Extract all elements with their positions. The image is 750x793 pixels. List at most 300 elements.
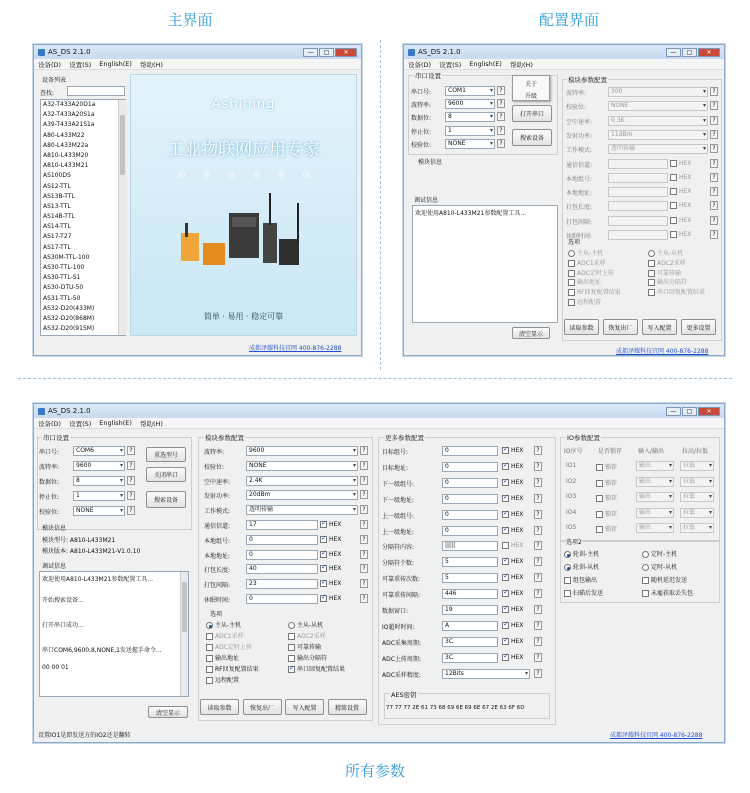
title-bar — [34, 45, 361, 59]
device-list-item[interactable]: A80-L433M22 — [43, 131, 85, 139]
option-checkbox[interactable] — [648, 260, 655, 267]
menu-item[interactable]: 设置(S) — [69, 60, 92, 69]
serial-select[interactable]: 8 ▾ — [73, 476, 125, 486]
param-input[interactable]: 0.3K ▾ — [608, 116, 708, 126]
search-device-button[interactable]: 搜索设备 — [146, 491, 186, 508]
param-label: 休眠时间: — [204, 597, 231, 604]
hex-checkbox[interactable] — [320, 580, 327, 587]
io-lock-checkbox[interactable] — [596, 526, 603, 533]
io-lock-label: 锁存 — [605, 464, 618, 471]
param-input[interactable]: NONE ▾ — [246, 461, 358, 471]
io-row-label: IO1 — [566, 462, 577, 469]
more-param-input[interactable]: 0 — [442, 446, 498, 456]
more-param-input[interactable]: 3C — [442, 637, 498, 647]
param-input[interactable]: 9600 ▾ — [246, 446, 358, 456]
help-icon[interactable]: ? — [360, 476, 368, 485]
help-icon[interactable]: ? — [710, 159, 718, 168]
device-list-item[interactable]: AS32-D20(915M) — [43, 325, 95, 333]
help-icon[interactable]: ? — [534, 541, 542, 550]
option-checkbox[interactable] — [206, 644, 213, 651]
option-label: ADC2采样 — [297, 633, 326, 640]
option-checkbox[interactable] — [288, 655, 295, 662]
param-input[interactable]: 23 — [246, 579, 318, 589]
device-list-item[interactable]: AS100DS — [43, 172, 71, 180]
website-link[interactable]: 成都泽耀科技官网 400-876-2288 — [249, 345, 342, 352]
io-lock-label: 锁存 — [605, 495, 618, 502]
param-label: 本地地址: — [566, 190, 593, 198]
help-icon[interactable]: ? — [534, 589, 542, 598]
hex-checkbox[interactable] — [502, 479, 509, 486]
param-label: 空中速率: — [566, 118, 593, 126]
hex-checkbox[interactable] — [502, 558, 509, 565]
option-checkbox[interactable] — [568, 289, 575, 296]
param-input[interactable]: 透明传输 ▾ — [608, 144, 708, 154]
option-label: RF回复配置结果 — [215, 666, 259, 673]
param-input[interactable]: 17 — [246, 520, 318, 530]
debug-line: 打开串口成功... — [42, 622, 84, 629]
banner-title: 工业物联网应用专家 — [167, 140, 320, 160]
option-checkbox[interactable] — [648, 289, 655, 296]
divider-horizontal — [18, 378, 732, 379]
option-radio[interactable] — [568, 250, 575, 257]
option-checkbox[interactable] — [206, 655, 213, 662]
menu-item[interactable]: 帮助(H) — [139, 60, 163, 69]
device-list-item[interactable]: AS13B-TTL — [43, 192, 75, 200]
help-icon[interactable]: ? — [127, 506, 135, 515]
menu-item[interactable]: 设置(S) — [69, 419, 92, 428]
more-param-label: 可靠重传次数: — [382, 576, 421, 584]
io-lock-label: 锁存 — [605, 510, 618, 518]
option-label: ADC2采样 — [657, 259, 686, 267]
more-param-label: IO超时时间: — [382, 623, 415, 631]
window-title: AS_DS 2.1.0 — [48, 48, 91, 56]
help-icon[interactable]: ? — [534, 621, 542, 630]
help-icon[interactable]: ? — [710, 144, 718, 153]
param-label: 本地组号: — [204, 537, 231, 545]
io-lock-checkbox[interactable] — [596, 511, 603, 518]
param-input[interactable] — [608, 173, 668, 183]
aes-key[interactable]: 77 77 77 2E 61 73 68 69 6E 69 6E 67 2E 63 6F 6D — [386, 705, 525, 711]
param-input[interactable]: NONE ▾ — [608, 101, 708, 111]
menu-item-about[interactable]: 关于 — [525, 81, 538, 88]
maximize-button[interactable]: □ — [682, 48, 697, 57]
hex-checkbox[interactable] — [320, 536, 327, 543]
action-button[interactable]: 更多设置 — [681, 319, 716, 335]
debug-output[interactable]: 欢迎使用A810-L433M21参数配置工具... — [412, 205, 558, 323]
device-list-title: 设备列表 — [42, 77, 67, 84]
help-icon[interactable]: ? — [534, 573, 542, 582]
hex-checkbox[interactable] — [670, 217, 677, 224]
io-direction-select[interactable]: 输出 ▾ — [636, 477, 674, 487]
option-label: 输出地址 — [215, 655, 240, 662]
param-input[interactable]: 0 — [246, 535, 318, 545]
help-icon[interactable]: ? — [710, 116, 718, 125]
minimize-button[interactable]: — — [303, 48, 318, 57]
clear-display-button[interactable]: 清空显示 — [148, 706, 188, 718]
device-list[interactable] — [40, 99, 126, 336]
website-link[interactable]: 成都泽耀科技官网 400-876-2288 — [616, 348, 709, 355]
device-list-scrollbar[interactable] — [118, 100, 126, 335]
hex-label: HEX — [329, 550, 342, 558]
serial-select[interactable]: 9600 ▾ — [445, 99, 495, 109]
option2-radio[interactable] — [564, 551, 571, 558]
link-icon: ◎ — [302, 170, 311, 180]
help-icon[interactable]: ? — [360, 594, 368, 603]
option-checkbox[interactable] — [206, 677, 213, 684]
help-icon[interactable]: ? — [127, 476, 135, 485]
hex-checkbox[interactable] — [320, 595, 327, 602]
website-link[interactable]: 成都泽耀科技官网 400-876-2288 — [610, 732, 703, 739]
help-icon[interactable]: ? — [534, 557, 542, 566]
module-model: 模块型号: A810-L433M21 — [42, 537, 116, 544]
help-icon[interactable]: ? — [710, 216, 718, 225]
param-input[interactable]: 11dBm ▾ — [608, 130, 708, 140]
help-icon[interactable]: ? — [360, 579, 368, 588]
io-lock-label: 锁存 — [605, 479, 618, 487]
help-icon[interactable]: ? — [127, 446, 135, 455]
help-icon[interactable]: ? — [360, 520, 368, 529]
more-param-input[interactable]: 19 — [442, 605, 498, 615]
help-icon[interactable]: ? — [534, 510, 542, 519]
io-direction-select[interactable]: 输出 ▾ — [636, 508, 674, 518]
param-input[interactable] — [608, 216, 668, 226]
minimize-button[interactable]: — — [666, 48, 681, 57]
param-input[interactable] — [608, 187, 668, 197]
more-param-label: 目标组号: — [382, 449, 409, 456]
bluetooth-icon: ◎ — [277, 170, 286, 180]
help-icon[interactable]: ? — [497, 86, 505, 95]
hex-label: HEX — [329, 521, 342, 528]
option2-checkbox[interactable] — [564, 577, 571, 584]
io-lock-checkbox[interactable] — [596, 480, 603, 487]
device-list-item[interactable]: AS13-TTL — [43, 202, 71, 210]
option2-radio[interactable] — [642, 564, 649, 571]
hex-label: HEX — [511, 590, 524, 598]
option-radio[interactable] — [206, 622, 213, 629]
debug-line: 开始搜索设备... — [42, 597, 84, 604]
reselect-model-button[interactable]: 重选型号 — [146, 447, 186, 462]
hex-label: HEX — [329, 595, 342, 602]
hex-checkbox[interactable] — [670, 188, 677, 195]
hex-checkbox[interactable] — [502, 638, 509, 645]
param-label: 通信信道: — [566, 161, 593, 169]
device-list-item[interactable]: A32-T433A20S1a — [43, 111, 95, 119]
io-pull-select[interactable]: 拉低 ▾ — [680, 508, 714, 518]
device-list-item[interactable]: A80-L433M22a — [43, 141, 89, 149]
param-label: 空中速率: — [204, 478, 231, 486]
more-param-input[interactable]: 12Bits ▾ — [442, 669, 530, 679]
serial-label: 数据位: — [411, 115, 432, 123]
hex-checkbox[interactable] — [502, 447, 509, 454]
menu-item[interactable]: 设备(D) — [38, 60, 62, 69]
hex-checkbox[interactable] — [502, 606, 509, 613]
option-checkbox[interactable] — [206, 633, 213, 640]
option-label: ADC定时上传 — [577, 269, 614, 277]
debug-scrollbar[interactable] — [180, 572, 188, 696]
help-icon[interactable]: ? — [534, 446, 542, 455]
option2-radio[interactable] — [642, 551, 649, 558]
io-pull-select[interactable]: 拉低 ▾ — [680, 492, 714, 502]
hex-checkbox[interactable] — [502, 495, 509, 502]
hex-label: HEX — [679, 216, 692, 224]
option-checkbox[interactable] — [568, 279, 575, 286]
param-input[interactable]: 300 ▾ — [608, 87, 708, 97]
action-button[interactable]: 恢复出厂 — [603, 319, 638, 335]
device-list-item[interactable]: AS12-TTL — [43, 182, 71, 190]
hex-checkbox[interactable] — [670, 231, 677, 238]
help-icon[interactable]: ? — [497, 126, 505, 135]
param-label: 工作模式: — [204, 508, 231, 516]
hex-label: HEX — [511, 558, 524, 566]
serial-label: 串口号: — [411, 89, 432, 96]
menu-item[interactable]: English(E) — [99, 60, 132, 68]
menu-item[interactable]: English(E) — [469, 60, 502, 68]
more-param-input[interactable]: ||||| — [442, 541, 498, 551]
close-button[interactable]: ✕ — [698, 407, 720, 416]
help-icon[interactable]: ? — [360, 505, 368, 514]
help-icon[interactable]: ? — [534, 637, 542, 646]
help-icon[interactable]: ? — [127, 461, 135, 470]
option-checkbox[interactable] — [568, 299, 575, 306]
hex-checkbox[interactable] — [502, 511, 509, 518]
io-direction-select[interactable]: 输出 ▾ — [636, 492, 674, 502]
help-icon[interactable]: ? — [710, 130, 718, 139]
param-input[interactable]: 0 — [246, 550, 318, 560]
hex-checkbox[interactable] — [670, 202, 677, 209]
menu-item[interactable]: 设备(D) — [408, 60, 432, 69]
serial-select[interactable]: COM6 ▾ — [73, 446, 125, 456]
io-direction-select[interactable]: 输出 ▾ — [636, 523, 674, 533]
menu-item[interactable]: English(E) — [99, 419, 132, 427]
help-icon[interactable]: ? — [710, 87, 718, 96]
app-icon — [38, 49, 45, 56]
option2-radio[interactable] — [564, 564, 571, 571]
option-checkbox[interactable] — [288, 666, 295, 673]
more-param-input[interactable]: 0 — [442, 478, 498, 488]
hex-label: HEX — [511, 637, 524, 645]
hex-checkbox[interactable] — [670, 160, 677, 167]
serial-select[interactable]: 8 ▾ — [445, 112, 495, 122]
clear-display-button[interactable]: 清空显示 — [512, 327, 550, 339]
menu-bar — [34, 418, 724, 429]
action-button[interactable]: 恢复出厂 — [243, 699, 282, 715]
close-button[interactable]: ✕ — [335, 48, 357, 57]
debug-line: 00 00 01 — [42, 664, 69, 671]
serial-select[interactable]: 9600 ▾ — [73, 461, 125, 471]
io-direction-select[interactable]: 输出 ▾ — [636, 461, 674, 471]
more-param-input[interactable]: 0 — [442, 462, 498, 472]
hex-checkbox[interactable] — [502, 622, 509, 629]
io-pull-select[interactable]: 拉低 ▾ — [680, 461, 714, 471]
help-icon[interactable]: ? — [497, 99, 505, 108]
more-param-label: 可靠重传间隔: — [382, 592, 421, 600]
help-icon[interactable]: ? — [710, 101, 718, 110]
hex-checkbox[interactable] — [670, 174, 677, 181]
maximize-button[interactable]: □ — [319, 48, 334, 57]
hex-checkbox[interactable] — [320, 521, 327, 528]
menu-item[interactable]: 帮助(H) — [139, 419, 163, 428]
param-input[interactable] — [608, 201, 668, 211]
hex-label: HEX — [511, 462, 524, 470]
option-label: 主从-从机 — [297, 622, 324, 629]
option-checkbox[interactable] — [648, 279, 655, 286]
option2-checkbox[interactable] — [642, 590, 649, 597]
menu-item[interactable]: 设置(S) — [439, 60, 462, 69]
option2-label: 随机延迟发送 — [651, 577, 688, 584]
more-param-input[interactable]: 0 — [442, 494, 498, 504]
option-checkbox[interactable] — [288, 633, 295, 640]
more-param-input[interactable]: 5 — [442, 573, 498, 583]
search-device-button[interactable]: 搜索设备 — [512, 129, 552, 146]
param-input[interactable]: 40 — [246, 564, 318, 574]
banner — [130, 74, 357, 336]
device-list-item[interactable]: A810-L433M20 — [43, 151, 89, 159]
option-label: 主从-主机 — [215, 622, 242, 629]
help-icon[interactable]: ? — [534, 605, 542, 614]
action-button[interactable]: 精简设置 — [328, 699, 367, 715]
action-button[interactable]: 读取参数 — [200, 699, 239, 715]
hex-label: HEX — [511, 653, 524, 661]
hex-checkbox[interactable] — [320, 565, 327, 572]
option2-checkbox[interactable] — [642, 577, 649, 584]
hex-checkbox[interactable] — [502, 590, 509, 597]
device-list-item[interactable]: AS14-TTL — [43, 223, 71, 231]
debug-output[interactable] — [39, 571, 189, 697]
param-input[interactable]: 0 — [246, 594, 318, 604]
help-icon[interactable]: ? — [360, 461, 368, 470]
device-list-item[interactable]: AS17-T27 — [43, 233, 72, 241]
hex-checkbox[interactable] — [502, 542, 509, 549]
help-icon[interactable]: ? — [534, 526, 542, 535]
action-button[interactable]: 写入配置 — [642, 319, 677, 335]
option-checkbox[interactable] — [648, 270, 655, 277]
serial-select[interactable]: 1 ▾ — [445, 126, 495, 136]
option-checkbox[interactable] — [568, 260, 575, 267]
option-label: 主从-主机 — [577, 250, 604, 257]
help-icon[interactable]: ? — [360, 535, 368, 544]
io-pull-select[interactable]: 拉低 ▾ — [680, 523, 714, 533]
help-icon[interactable]: ? — [534, 669, 542, 678]
hex-checkbox[interactable] — [502, 574, 509, 581]
param-label: 发射功率: — [566, 132, 593, 140]
product-modules-image — [171, 193, 321, 278]
more-param-input[interactable]: A — [442, 621, 498, 631]
menu-item[interactable]: 设备(D) — [38, 419, 62, 428]
more-param-input[interactable]: 0 — [442, 526, 498, 536]
serial-select[interactable]: NONE ▾ — [73, 506, 125, 516]
device-list-item[interactable]: AS32-D20(868M) — [43, 314, 95, 322]
close-button[interactable]: ✕ — [698, 48, 720, 57]
help-icon[interactable]: ? — [497, 112, 505, 121]
menu-item-upgrade[interactable]: 升级 — [525, 93, 538, 100]
caption-config: 配置界面 — [538, 11, 599, 29]
option-label: 可靠传输 — [297, 644, 322, 651]
maximize-button[interactable]: □ — [682, 407, 697, 416]
io-group-title: IO参数配置 — [567, 434, 601, 442]
io-lock-checkbox[interactable] — [596, 495, 603, 502]
device-list-item[interactable]: AS30-TTL-S1 — [43, 274, 81, 282]
param-input[interactable]: 透明传输 ▾ — [246, 505, 358, 515]
debug-line: 欢迎使用A810-L433M21参数配置工具... — [42, 576, 154, 583]
help-icon[interactable]: ? — [360, 564, 368, 573]
option-radio[interactable] — [288, 622, 295, 629]
help-icon[interactable]: ? — [534, 494, 542, 503]
help-icon[interactable]: ? — [710, 173, 718, 182]
params-group-title: 模块参数配置 — [205, 434, 244, 442]
option-checkbox[interactable] — [206, 666, 213, 673]
help-icon[interactable]: ? — [360, 550, 368, 559]
close-port-button[interactable]: 关闭串口 — [146, 467, 186, 482]
device-list-item[interactable]: A32-T433A20D1a — [43, 101, 96, 108]
param-label: 打包间隔: — [566, 218, 593, 226]
device-list-item[interactable]: A39-T433A21S1a — [43, 121, 95, 129]
option-checkbox[interactable] — [568, 270, 575, 277]
option-checkbox[interactable] — [288, 644, 295, 651]
help-icon[interactable]: ? — [534, 653, 542, 662]
device-list-item[interactable]: AS30-TTL-100 — [43, 264, 85, 271]
serial-select[interactable]: NONE ▾ — [445, 139, 495, 149]
hex-checkbox[interactable] — [320, 551, 327, 558]
action-button[interactable]: 读取参数 — [564, 319, 599, 335]
app-icon — [38, 408, 45, 415]
minimize-button[interactable]: — — [666, 407, 681, 416]
device-list-item[interactable]: A810-L433M21 — [43, 162, 89, 170]
action-button[interactable]: 写入配置 — [285, 699, 324, 715]
device-list-item[interactable]: AS30-DTU-50 — [43, 284, 84, 292]
device-list-item[interactable]: AS17-TTL — [43, 243, 71, 251]
hex-checkbox[interactable] — [502, 527, 509, 534]
device-list-item[interactable]: AS31-TTL-50 — [43, 294, 81, 302]
menu-bar — [34, 59, 361, 70]
help-icon[interactable]: ? — [534, 462, 542, 471]
help-icon[interactable]: ? — [497, 139, 505, 148]
io-pull-select[interactable]: 拉低 ▾ — [680, 477, 714, 487]
params-group-title: 模块参数配置 — [568, 76, 607, 84]
device-list-item[interactable]: AS30M-TTL-100 — [43, 253, 90, 261]
help-icon[interactable]: ? — [360, 446, 368, 455]
option2-checkbox[interactable] — [564, 590, 571, 597]
help-icon[interactable]: ? — [710, 230, 718, 239]
banner-logo: Ashining — [211, 97, 276, 112]
param-input[interactable] — [608, 159, 668, 169]
help-icon[interactable]: ? — [360, 490, 368, 499]
search-input[interactable] — [67, 86, 125, 96]
device-list-item[interactable]: AS32-D20(433M) — [43, 304, 95, 312]
help-icon[interactable]: ? — [127, 491, 135, 500]
serial-label: 校验位: — [39, 509, 60, 516]
hex-checkbox[interactable] — [502, 463, 509, 470]
param-input[interactable]: 2.4K ▾ — [246, 476, 358, 486]
help-icon[interactable]: ? — [710, 201, 718, 210]
hex-label: HEX — [329, 565, 342, 573]
serial-select[interactable]: 1 ▾ — [73, 491, 125, 501]
io-lock-checkbox[interactable] — [596, 464, 603, 471]
more-param-input[interactable]: 0 — [442, 510, 498, 520]
hex-checkbox[interactable] — [502, 654, 509, 661]
serial-select[interactable]: COM1 ▾ — [445, 86, 495, 96]
param-input[interactable]: 20dBm ▾ — [246, 490, 358, 500]
more-param-input[interactable]: 3C — [442, 653, 498, 663]
more-param-input[interactable]: 5 — [442, 557, 498, 567]
param-input[interactable] — [608, 230, 668, 240]
help-icon[interactable]: ? — [710, 187, 718, 196]
device-list-item[interactable]: AS14B-TTL — [43, 213, 75, 221]
help-icon[interactable]: ? — [534, 478, 542, 487]
menu-item[interactable]: 帮助(H) — [509, 60, 533, 69]
option-radio[interactable] — [648, 250, 655, 257]
open-port-button[interactable]: 打开串口 — [512, 105, 552, 122]
more-param-input[interactable]: 446 — [442, 589, 498, 599]
